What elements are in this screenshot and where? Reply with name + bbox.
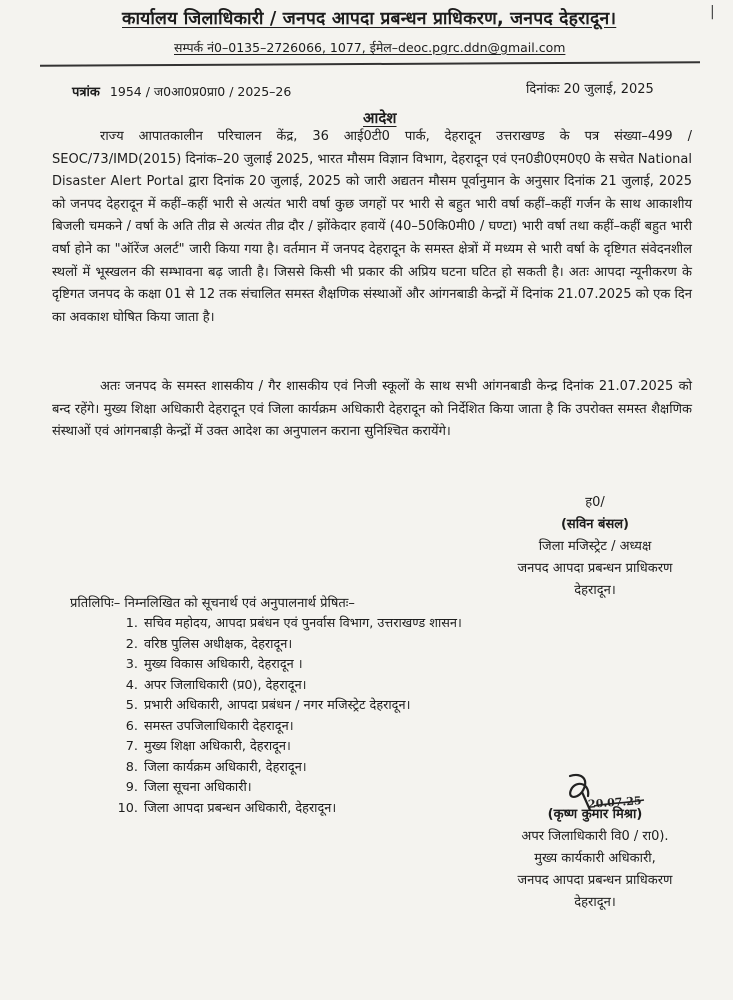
copy-to-item-number: 4. [125, 677, 138, 693]
contact-line: सम्पर्क नं0–0135–2726066, 1077, ईमेल–deoc.pgrc.ddn@gmail.com [174, 40, 566, 55]
copy-to-item-number: 2. [125, 636, 138, 652]
reference-value: 1954 / ज0आ0प्र0प्रा0 / 2025–26 [109, 84, 292, 99]
copy-to-item-text: जिला कार्यक्रम अधिकारी, देहरादून। [144, 759, 307, 775]
signatory-place: देहरादून। [574, 895, 616, 910]
copy-to-item [110, 758, 462, 779]
copy-to-item [110, 717, 462, 738]
reference-number [72, 82, 291, 100]
copy-to-item-number: 7. [125, 739, 138, 754]
district-magistrate-signature-block [490, 492, 700, 602]
signatory-name: (कृष्ण कुमार मिश्रा) [547, 807, 643, 822]
signed-mark: ह0/ [585, 495, 605, 510]
copy-to-item [110, 799, 462, 820]
copy-to-item [110, 635, 462, 656]
copy-to-item [110, 655, 462, 676]
copy-to-item-number: 3. [125, 657, 138, 672]
header-divider [40, 61, 700, 66]
copy-to-item [110, 778, 462, 799]
copy-to-item-number: 8. [125, 759, 138, 775]
copy-to-list [110, 614, 462, 819]
signatory-authority: जनपद आपदा प्रबन्धन प्राधिकरण [517, 561, 673, 576]
copy-to-item [110, 614, 462, 635]
copy-to-heading: प्रतिलिपिः– निम्नलिखित को सूचनार्थ एवं अनुपालनार्थ प्रेषितः– [70, 596, 355, 611]
copy-to-item-number: 1. [125, 616, 138, 631]
copy-to-item-text: समस्त उपजिलाधिकारी देहरादून। [144, 718, 294, 734]
signatory-place: देहरादून। [574, 583, 616, 598]
copy-to-item-text: मुख्य शिक्षा अधिकारी, देहरादून। [144, 739, 291, 754]
copy-to-item [110, 696, 462, 717]
corner-mark: | [710, 4, 715, 20]
order-paragraph-1 [52, 126, 692, 329]
order-title: आदेश [363, 109, 397, 127]
copy-to-item-text: सचिव महोदय, आपदा प्रबंधन एवं पुनर्वास विभाग, उत्तराखण्ड शासन। [144, 616, 462, 631]
copy-to-item-number: 10. [117, 800, 138, 816]
reference-label: पत्रांक [72, 85, 100, 100]
order-paragraph-2 [52, 376, 692, 444]
signatory-officer: मुख्य कार्यकारी अधिकारी, [534, 851, 656, 866]
copy-to-item-text: वरिष्ठ पुलिस अधीक्षक, देहरादून। [144, 636, 293, 652]
copy-to-item-text: अपर जिलाधिकारी (प्र0), देहरादून। [144, 677, 307, 693]
copy-to-item-number: 6. [125, 718, 138, 734]
signatory-authority: जनपद आपदा प्रबन्धन प्राधिकरण [517, 873, 673, 888]
copy-to-item-number: 5. [125, 698, 138, 713]
copy-to-item-text: मुख्य विकास अधिकारी, देहरादून । [144, 657, 303, 672]
copy-to-item [110, 737, 462, 758]
additional-dm-signature-block [480, 804, 710, 914]
signatory-designation: जिला मजिस्ट्रेट / अध्यक्ष [538, 539, 652, 554]
signatory-name: (सविन बंसल) [560, 517, 630, 532]
copy-to-item-text: जिला आपदा प्रबन्धन अधिकारी, देहरादून। [144, 800, 337, 816]
office-header: कार्यालय जिलाधिकारी / जनपद आपदा प्रबन्धन प्राधिकरण, जनपद देहरादून। [122, 9, 617, 29]
copy-to-item-text: प्रभारी अधिकारी, आपदा प्रबंधन / नगर मजिस्ट्रेट देहरादून। [144, 698, 411, 713]
order-date: दिनांकः 20 जुलाई, 2025 [526, 82, 654, 97]
copy-to-item-text: जिला सूचना अधिकारी। [144, 780, 252, 795]
paragraph-text: राज्य आपातकालीन परिचालन केंद्र, 36 आई0टी0 पार्क, देहरादून उत्तराखण्ड के पत्र संख्या–499 / SEOC/73/IMD(2015) दिनांक–20 जुलाई 2025, भारत मौसम विज्ञान विभाग, देहरादून एवं एन0डी0एम0ए0 के सचेत National Disaster Alert Portal द्वारा दिनांक 20 जुलाई, 2025 को जारी अद्यतन मौसम पूर्वानुमान के अनुसार दिनांक 21 जुलाई, 2025 को जनपद देहरादून में कहीं–कहीं भारी से अत्यंत भारी वर्षा कुछ जगहों पर भारी से बहुत भारी वर्षा कहीं–कहीं गर्जन के साथ आकाशीय बिजली चमकने / वर्षा के अति तीव्र से अत्यंत तीव्र दौर / झोंकेदार हवायें (40–50कि0मी0 / घण्टा) भारी वर्षा तथा कहीं–कहीं बहुत भारी वर्षा होने का "ऑरेंज अलर्ट" जारी किया गया है। वर्तमान में जनपद देहरादून के समस्त क्षेत्रों में मध्यम से भारी वर्षा के दृष्टिगत संवेदनशील स्थलों में भूस्खलन की सम्भावना बढ़ जाती है। जिससे किसी भी प्रकार की अप्रिय घटना घटित हो सकती है। अतः आपदा न्यूनीकरण के दृष्टिगत जनपद के कक्षा 01 से 12 तक संचालित समस्त शैक्षणिक संस्थाओं और आंगनबाडी केन्द्रों में दिनांक 21.07.2025 को एक दिन का अवकाश घोषित किया जाता है। [52, 129, 692, 325]
signatory-designation: अपर जिलाधिकारी वि0 / रा0). [521, 829, 669, 844]
copy-to-item-number: 9. [125, 780, 138, 795]
paragraph-text: अतः जनपद के समस्त शासकीय / गैर शासकीय एवं निजी स्कूलों के साथ सभी आंगनबाडी केन्द्र दिनांक 21.07.2025 को बन्द रहेंगे। मुख्य शिक्षा अधिकारी देहरादून एवं जिला कार्यक्रम अधिकारी देहरादून को निर्देशित किया जाता है कि उपरोक्त समस्त शैक्षणिक संस्थाओं एवं आंगनबाड़ी केन्द्रों में उक्त आदेश का अनुपालन कराना सुनिश्चित करायेंगे। [52, 379, 692, 440]
copy-to-item [110, 676, 462, 697]
handwritten-date: 20.07.25 [587, 794, 642, 811]
